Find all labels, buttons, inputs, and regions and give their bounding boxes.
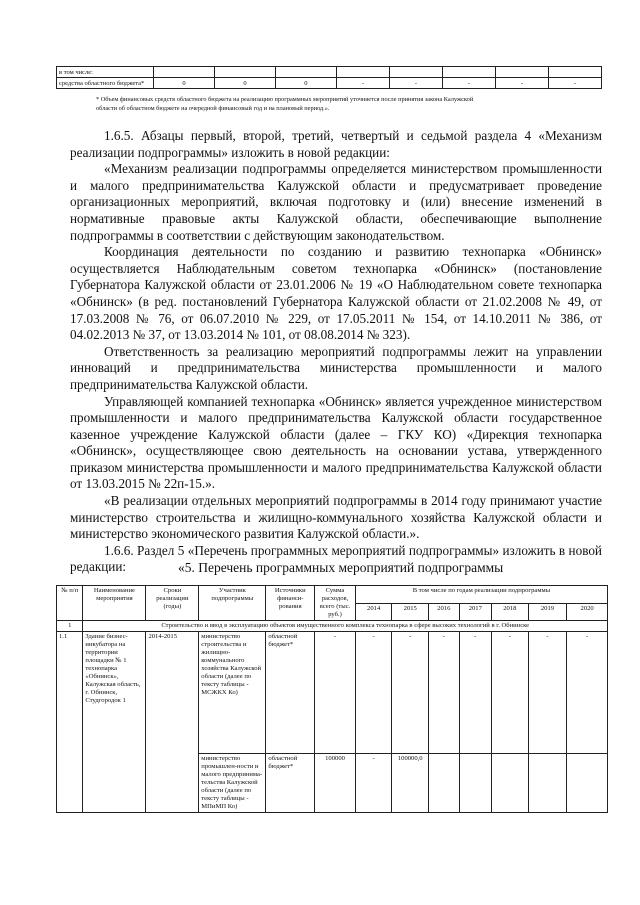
header-num: № п/п xyxy=(57,586,83,621)
year-cell: - xyxy=(355,754,392,813)
year-cell: - xyxy=(528,632,567,754)
table-cell: 0 xyxy=(154,78,215,89)
header-year: 2016 xyxy=(429,603,459,621)
participant-cell: министерство строительства и жилищно-коммунального хозяйства Калужской области (далее по тексту таблицы - МСЖКХ Ко) xyxy=(199,632,266,754)
year-cell: - xyxy=(355,632,392,754)
table-header-row xyxy=(57,586,608,604)
program-measures-table xyxy=(56,585,608,813)
section-num: 1 xyxy=(57,621,83,632)
year-cell: - xyxy=(429,632,459,754)
header-name: Наименование мероприятия xyxy=(83,586,146,621)
year-cell: - xyxy=(459,632,492,754)
section-heading: «5. Перечень программных мероприятий подпрограммы xyxy=(178,560,504,575)
year-cell xyxy=(492,754,529,813)
row-label: в том числе: xyxy=(57,67,154,78)
header-year: 2019 xyxy=(528,603,567,621)
year-cell: - xyxy=(567,632,608,754)
paragraph-amendment-166: 1.6.6. Раздел 5 «Перечень программных мероприятий подпрограммы» изложить в новой редакции: xyxy=(70,542,602,575)
sum-cell: 100000 xyxy=(315,754,356,813)
document-body xyxy=(70,128,602,576)
paragraph-coordination: Координация деятельности по созданию и развитию технопарка «Обнинск» осуществляется Наблюдательным советом технопарка «Обнинск» (постановление Губернатора Калужской области от 23.01.2006 № 19 «О Наблюдательном совете технопарка «Обнинск» (в ред. постановлений Губернатора Калужской области от 21.02.2008 № 49, от 17.03.2008 № 76, от 06.07.2010 № 229, от 17.05.2011 № 154, от 14.10.2011 № 386, от 04.02.2013 № 37, от 13.03.2014 № 101, от 08.08.2014 № 323). xyxy=(70,244,602,343)
table-cell xyxy=(154,67,215,78)
paragraph-amendment-165: 1.6.5. Абзацы первый, второй, третий, четвертый и седьмой раздела 4 «Механизм реализации подпрограммы» изложить в новой редакции: xyxy=(70,128,602,160)
item-num: 1.1 xyxy=(57,632,83,813)
header-years-group: В том числе по годам реализации подпрограммы xyxy=(355,586,607,604)
row-label: средства областного бюджета* xyxy=(57,78,154,89)
table-cell: 0 xyxy=(275,78,336,89)
table-cell xyxy=(495,67,548,78)
header-year: 2018 xyxy=(492,603,529,621)
paragraph-participants-2014: «В реализации отдельных мероприятий подпрограммы в 2014 году принимают участие министерство строительства и жилищно-коммунального хозяйства Калужской области и министерство экономического развития Калужской области.». xyxy=(70,493,602,542)
item-name: Здание бизнес-инкубатора на территории площадки № 1 технопарка «Обнинск», Калужская область, г. Обнинск, Студгородок 1 xyxy=(83,632,146,813)
table-cell xyxy=(336,67,389,78)
participant-cell: министерство промышлен-ности и малого предпринима-тельства Калужской области (далее по тексту таблицы - МПиМП Ко) xyxy=(199,754,266,813)
year-cell xyxy=(429,754,459,813)
table-row xyxy=(57,632,608,754)
paragraph-responsibility: Ответственность за реализацию мероприятий подпрограммы лежит на управлении инноваций и предпринимательства министерства промышленности и малого предпринимательства Калужской области. xyxy=(70,343,602,392)
table-cell: - xyxy=(495,78,548,89)
header-participant: Участник подпрограммы xyxy=(199,586,266,621)
table-row xyxy=(57,67,602,78)
year-cell: 100000,0 xyxy=(392,754,429,813)
table-cell: - xyxy=(442,78,495,89)
budget-summary-table xyxy=(56,66,602,89)
header-year: 2017 xyxy=(459,603,492,621)
source-cell: областной бюджет* xyxy=(266,632,315,754)
table-cell: - xyxy=(336,78,389,89)
paragraph-mechanism: «Механизм реализации подпрограммы определяется министерством промышленности и малого предпринимательства Калужской области и предусматривает проведение организационных мероприятий, включая подготовку и (или) внесение изменений в нормативные правовые акты Калужской области, обеспечивающие выполнение подпрограммы в соответствии с действующим законодательством. xyxy=(70,161,602,243)
paragraph-management-company: Управляющей компанией технопарка «Обнинск» является учрежденное министерством промышленности и малого предпринимательства Калужской области государственное казенное учреждение Калужской области (далее – ГКУ КО) «Дирекция технопарка «Обнинск», осуществляющее свою деятельность на основании устава, утвержденного приказом министерства промышленности и малого предпринимательства Калужской области от 13.03.2015 № 22п-15.». xyxy=(70,393,602,492)
header-source: Источники финанси-рования xyxy=(266,586,315,621)
table-cell: 0 xyxy=(214,78,275,89)
table-cell xyxy=(442,67,495,78)
item-period: 2014-2015 xyxy=(146,632,199,813)
source-cell: областной бюджет* xyxy=(266,754,315,813)
year-cell: - xyxy=(392,632,429,754)
budget-footnote xyxy=(96,96,602,113)
table-cell xyxy=(275,67,336,78)
year-cell xyxy=(567,754,608,813)
section-title: Строительство и ввод в эксплуатацию объектов имущественного комплекса технопарка в сфере высоких технологий в г. Обнинске xyxy=(83,621,608,632)
table-cell: - xyxy=(548,78,601,89)
header-year: 2020 xyxy=(567,603,608,621)
section-row xyxy=(57,621,608,632)
header-year: 2015 xyxy=(392,603,429,621)
table-cell: - xyxy=(389,78,442,89)
footnote-line: * Объем финансовых средств областного бюджета на реализацию программных мероприятий уточняется после принятия закона Калужской xyxy=(96,96,474,103)
year-cell: - xyxy=(492,632,529,754)
table-cell xyxy=(389,67,442,78)
header-period: Сроки реализации (годы) xyxy=(146,586,199,621)
header-sum: Сумма расходов, всего (тыс. руб.) xyxy=(315,586,356,621)
header-year: 2014 xyxy=(355,603,392,621)
footnote-line: области об областном бюджете на очередной финансовый год и на плановый период.». xyxy=(96,104,330,112)
table-cell xyxy=(214,67,275,78)
table-row xyxy=(57,78,602,89)
year-cell xyxy=(528,754,567,813)
year-cell xyxy=(459,754,492,813)
sum-cell: - xyxy=(315,632,356,754)
table-cell xyxy=(548,67,601,78)
